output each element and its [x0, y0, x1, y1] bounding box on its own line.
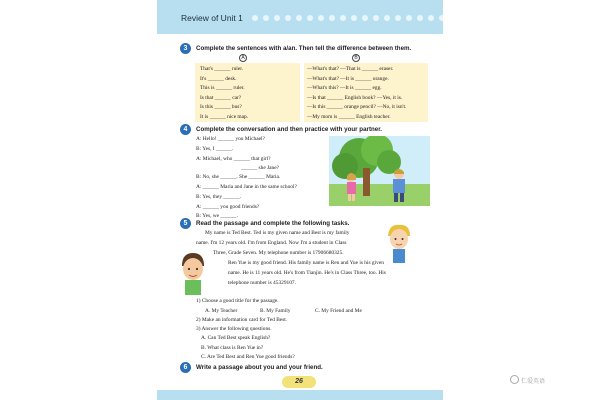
dialog-line: A: Michael, who ______ that girl? — [196, 156, 271, 162]
watermark-text: 仁爱英语 — [521, 379, 546, 385]
sub-question: C. Are Ted Best and Ren Yue good friends? — [201, 354, 295, 360]
section-6-title: Write a passage about you and your friend. — [196, 364, 323, 371]
dialog-line: B: Yes, they ______. — [196, 194, 241, 200]
sub-question: B. What class is Ren Yue in? — [201, 345, 264, 351]
dialog-line: ______ she Jane? — [241, 165, 280, 171]
page-title: Review of Unit 1 — [181, 13, 243, 23]
question-1: 1) Choose a good title for the passage. — [196, 298, 279, 304]
b-line: —What's that? —That is ______ eraser. — [307, 66, 394, 72]
passage-line: telephone number is 45329107. — [228, 280, 296, 286]
boy-ted-illustration — [385, 222, 413, 264]
b-line: —Is that ______ English book? —Yes, it is. — [307, 94, 403, 101]
dialog-line: B: Yes, we ______. — [196, 213, 238, 219]
section-number-4: 4 — [180, 124, 191, 135]
question-3: 3) Answer the following questions. — [196, 326, 272, 332]
option-a: A. My Teacher — [205, 308, 238, 314]
dialog-line: A: ______ you good friends? — [196, 204, 260, 210]
passage-line: My name is Ted Best. Ted is my given name and Best is my family — [205, 230, 350, 236]
question-2: 2) Make an information card for Ted Best. — [196, 317, 288, 323]
passage-line: Three, Grade Seven. My telephone number is 17906680325. — [213, 250, 344, 256]
watermark-icon — [510, 375, 519, 384]
passage-line: name. He is 11 years old. He's from Tianjin. He's in Class Three, too. His — [228, 270, 386, 276]
a-line: Is this ______ bus? — [200, 104, 242, 110]
a-line: This is ______ ruler. — [200, 85, 245, 91]
sub-question: A. Can Ted Best speak English? — [201, 335, 271, 341]
page-header — [157, 0, 443, 34]
b-line: —What's this? —It is ______ egg. — [307, 85, 382, 91]
label-a: A — [239, 54, 247, 62]
option-c: C. My Friend and Me — [315, 308, 362, 314]
a-line: That's ______ ruler. — [200, 66, 244, 72]
page-number: 26 — [282, 376, 316, 388]
dialog-line: A: Hello! ______ you Michael? — [196, 136, 265, 142]
section-number-3: 3 — [180, 43, 191, 54]
a-line: It is ______ nice map. — [200, 113, 249, 120]
dialog-line: B: Yes, I ______. — [196, 146, 234, 152]
section-4-title: Complete the conversation and then practice with your partner. — [196, 126, 383, 133]
passage-line: Ren Yue is my good friend. His family name is Ren and Yue is his given — [228, 260, 384, 266]
boy-ren-yue-illustration — [177, 250, 209, 296]
section-number-6: 6 — [180, 362, 191, 373]
section-3-title: Complete the sentences with a/an. Then tell the difference between them. — [196, 45, 412, 52]
textbook-page — [157, 0, 443, 400]
section-number-5: 5 — [180, 218, 191, 229]
a-line: It's ______ desk. — [200, 75, 237, 82]
header-dots — [252, 15, 443, 21]
dialog-line: A: ______ Maria and Jane in the same school? — [196, 184, 297, 190]
b-line: —Is this ______ orange pencil? —No, it isn't. — [307, 104, 407, 110]
footer-band — [157, 390, 443, 400]
b-line: —My mom is ______ English teacher. — [307, 113, 391, 120]
a-line: Is that ______ car? — [200, 94, 242, 101]
b-line: —What's that? —It is ______ orange. — [307, 75, 389, 82]
label-b: B — [352, 54, 360, 62]
passage-line: name. I'm 12 years old. I'm from England. Now I'm a student in Class — [196, 240, 347, 246]
option-b: B. My Family — [260, 308, 291, 314]
section-5-title: Read the passage and complete the following tasks. — [196, 220, 350, 227]
dialog-line: B: No, she ______. She ______ Maria. — [196, 174, 281, 180]
kids-under-tree-illustration — [329, 136, 430, 206]
